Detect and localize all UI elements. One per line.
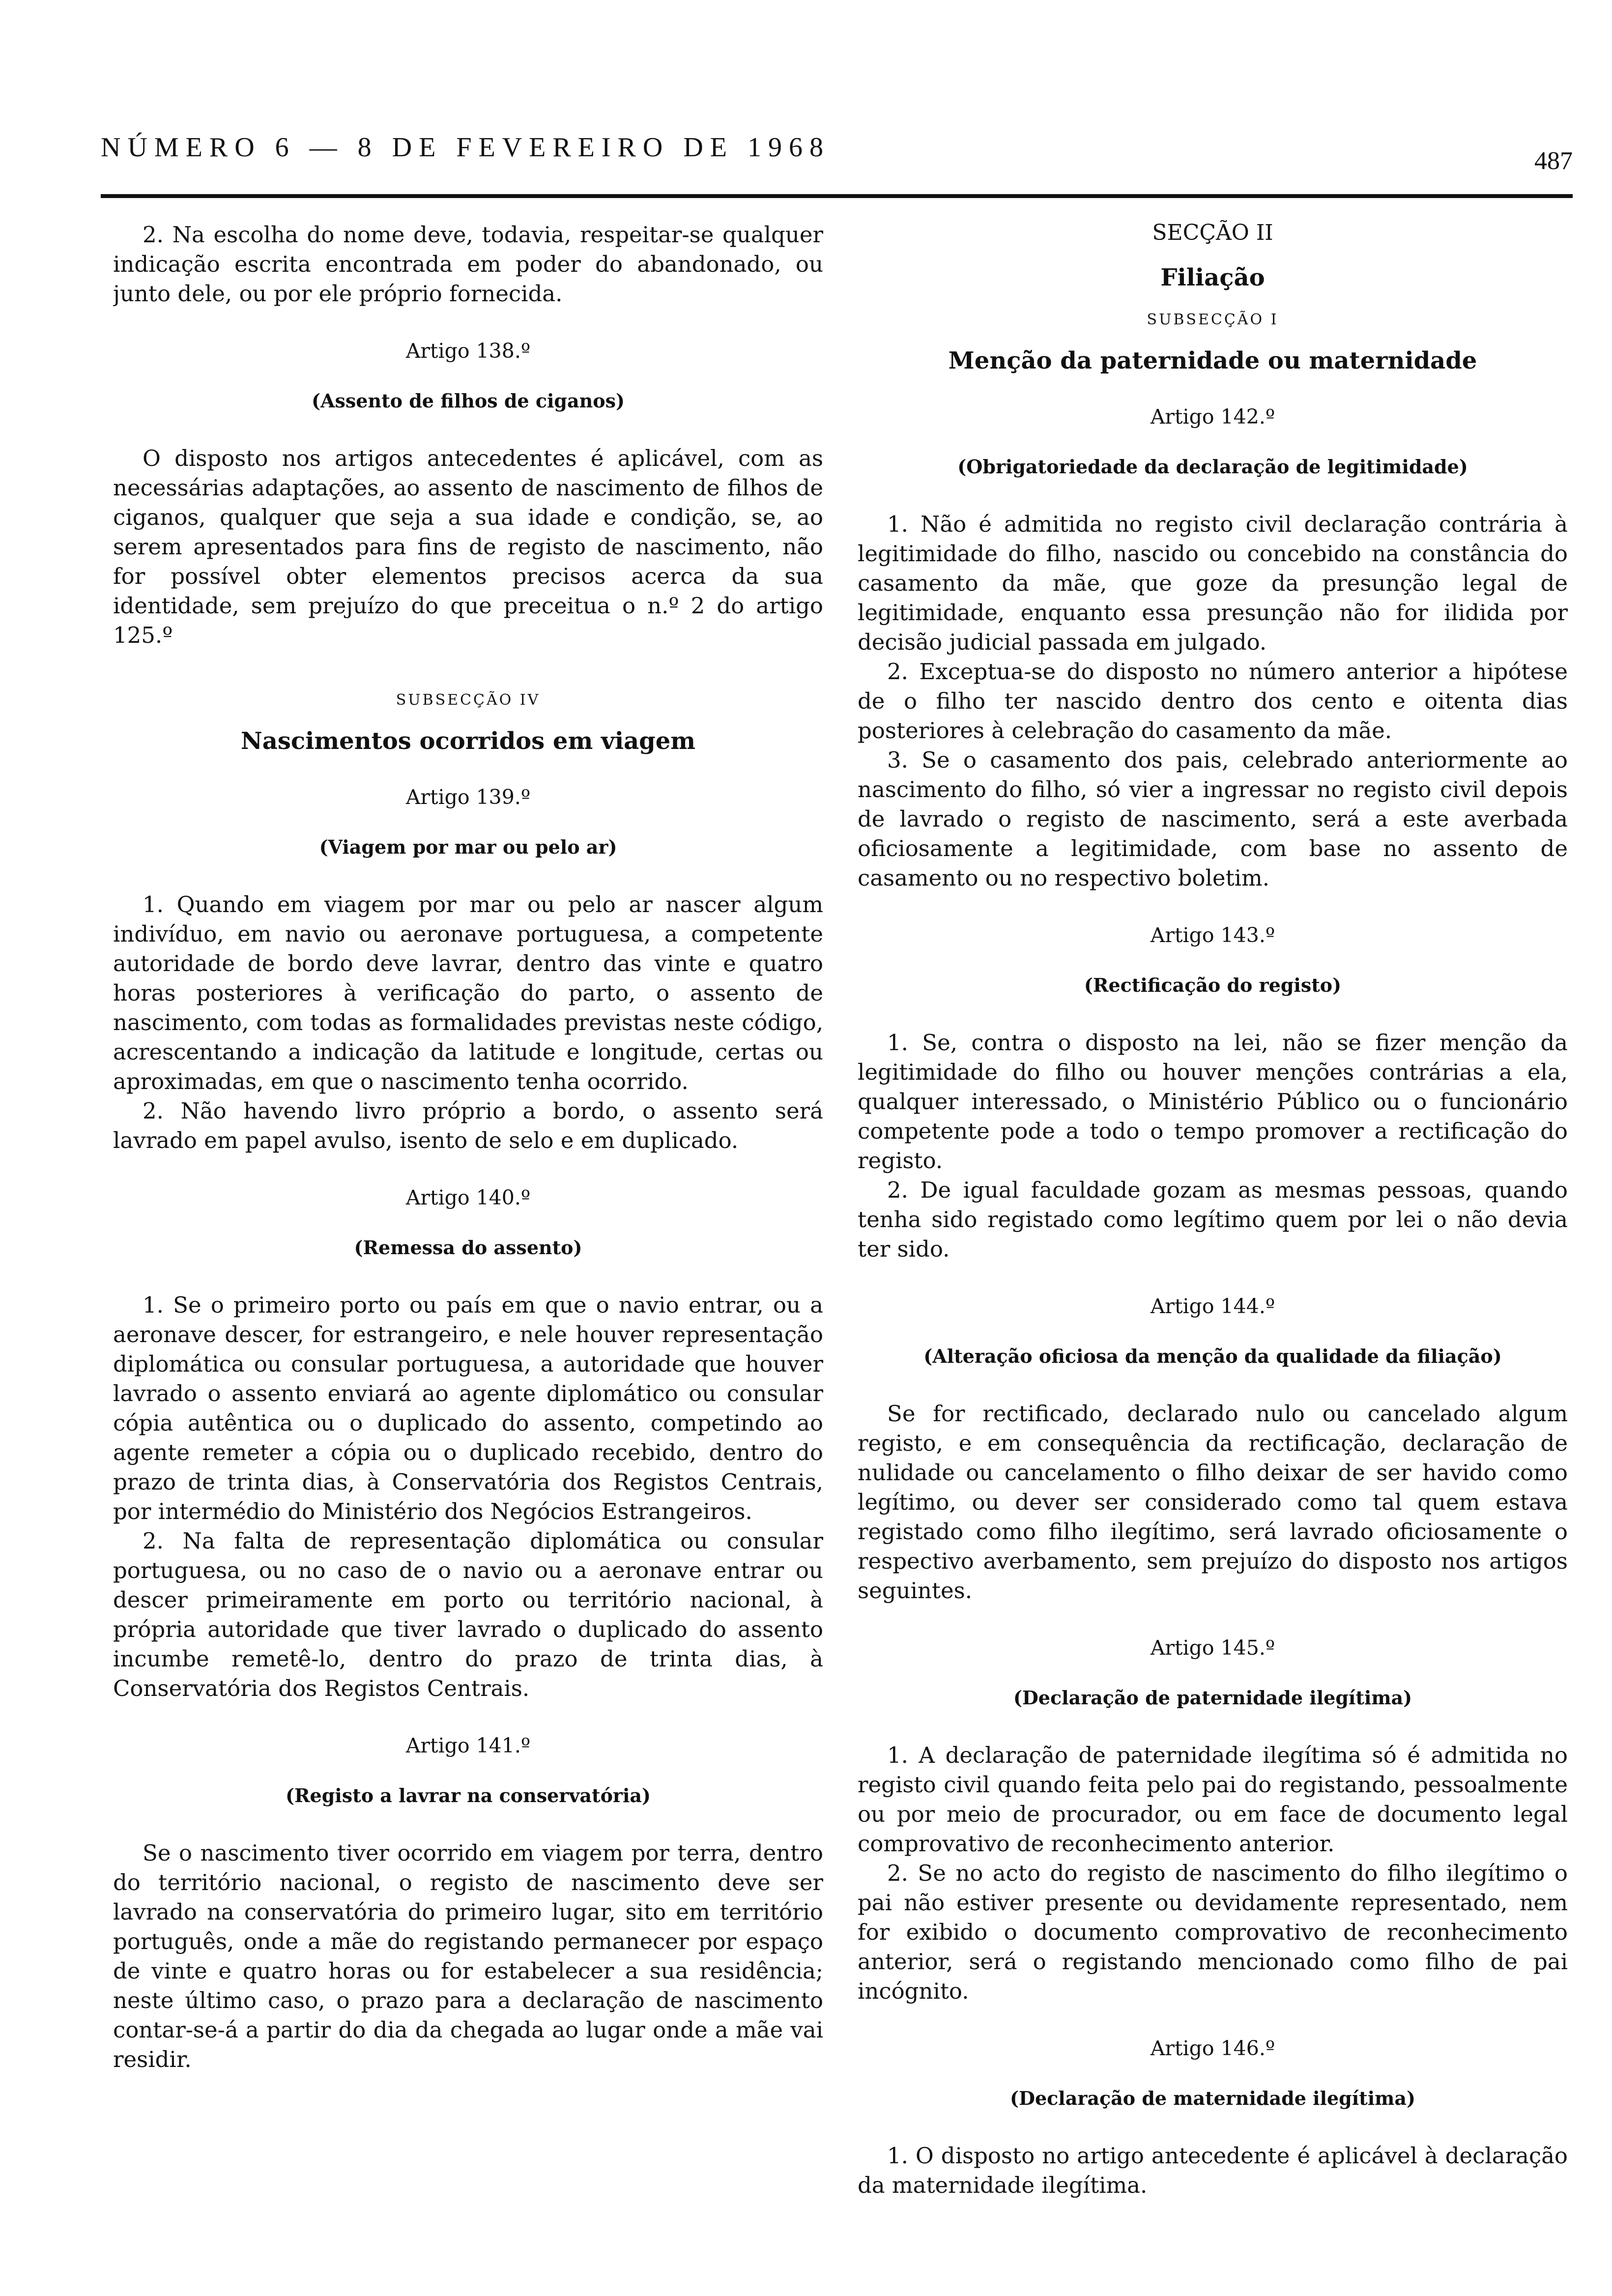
- paragraph-art143-1: 1. Se, contra o disposto na lei, não se fizer menção da legitimidade do filho ou houver menções contrárias a ela, qualquer interessado, o Ministério Público ou o funcionário competente pode a todo o tempo promover a rectificação do registo.: [858, 1030, 1568, 1174]
- paragraph-art140-2: 2. Na falta de representação diplomática ou consular portuguesa, ou no caso de o navio ou a aeronave entrar ou descer primeiramente em porto ou território nacional, à própria autoridade que tiver lavrado o duplicado do assento incumbe remetê-lo, dentro do prazo de trinta dias, à Conservatória dos Registos Centrais.: [113, 1528, 823, 1701]
- article-142-heading: Artigo 142.º: [1150, 405, 1275, 429]
- article-144-rubric: (Alteração oficiosa da menção da qualidade da filiação): [923, 1345, 1502, 1367]
- paragraph-art145-2: 2. Se no acto do registo de nascimento do filho ilegítimo o pai não estiver presente ou devidamente representado, nem for exibido o documento comprovativo de reconhecimento anterior, será o registando mencionado como filho de pai incógnito.: [858, 1860, 1568, 2004]
- article-138-rubric: (Assento de filhos de ciganos): [312, 390, 625, 412]
- paragraph-art137-2: 2. Na escolha do nome deve, todavia, respeitar-se qualquer indicação escrita encontrada em poder do abandonado, ou junto dele, ou por ele próprio fornecida.: [113, 222, 823, 307]
- paragraph-art138: O disposto nos artigos antecedentes é aplicável, com as necessárias adaptações, ao assento de nascimento de filhos de ciganos, qualquer que seja a sua idade e condição, se, ao serem apresentados para fins de registo de nascimento, não for possível obter elementos precisos acerca da sua identidade, sem prejuízo do que preceitua o n.º 2 do artigo 125.º: [113, 445, 823, 648]
- paragraph-art139-1: 1. Quando em viagem por mar ou pelo ar nascer algum indivíduo, em navio ou aeronave portuguesa, a competente autoridade de bordo deve lavrar, dentro das vinte e quatro horas posteriores à verificação do parto, o assento de nascimento, com todas as formalidades previstas neste código, acrescentando a indicação da latitude e longitude, certas ou aproximadas, em que o nascimento tenha ocorrido.: [113, 891, 823, 1094]
- subsection-iv-label: SUBSECÇÃO IV: [396, 691, 541, 709]
- paragraph-art142-2: 2. Exceptua-se do disposto no número anterior a hipótese de o filho ter nascido dentro dos cento e oitenta dias posteriores à celebração do casamento da mãe.: [858, 659, 1568, 744]
- paragraph-art142-1: 1. Não é admitida no registo civil declaração contrária à legitimidade do filho, nascido ou concebido na constância do casamento da mãe, que goze da presunção legal de legitimidade, enquanto essa presunção não for ilidida por decisão judicial passada em julgado.: [858, 511, 1568, 655]
- right-column: [858, 220, 1568, 2265]
- article-141-heading: Artigo 141.º: [405, 1734, 531, 1757]
- article-138-heading: Artigo 138.º: [405, 339, 531, 363]
- paragraph-art141: Se o nascimento tiver ocorrido em viagem por terra, dentro do território nacional, o registo de nascimento deve ser lavrado na conservatória do primeiro lugar, sito em território português, onde a mãe do registando permanecer por espaço de vinte e quatro horas ou for estabelecer a sua residência; neste último caso, o prazo para a declaração de nascimento contar-se-á a partir do dia da chegada ao lugar onde a mãe vai residir.: [113, 1840, 823, 2072]
- article-139-heading: Artigo 139.º: [405, 785, 531, 809]
- article-143-heading: Artigo 143.º: [1150, 923, 1275, 947]
- paragraph-art146-1: 1. O disposto no artigo antecedente é aplicável à declaração da maternidade ilegítima.: [858, 2143, 1568, 2198]
- left-column: [113, 220, 823, 2265]
- article-146-rubric: (Declaração de maternidade ilegítima): [1010, 2087, 1415, 2109]
- article-140-heading: Artigo 140.º: [405, 1186, 531, 1209]
- paragraph-art145-1: 1. A declaração de paternidade ilegítima só é admitida no registo civil quando feita pelo pai do registando, pessoalmente ou por meio de procurador, ou em face de documento legal comprovativo de reconhecimento anterior.: [858, 1742, 1568, 1857]
- page-number: 487: [1534, 147, 1573, 175]
- article-144-heading: Artigo 144.º: [1150, 1294, 1275, 1318]
- article-143-rubric: (Rectificação do registo): [1084, 974, 1342, 996]
- subsection-iv-title: Nascimentos ocorridos em viagem: [240, 727, 696, 755]
- article-145-rubric: (Declaração de paternidade ilegítima): [1013, 1687, 1412, 1709]
- article-139-rubric: (Viagem por mar ou pelo ar): [319, 836, 617, 858]
- paragraph-art139-2: 2. Não havendo livro próprio a bordo, o assento será lavrado em papel avulso, isento de selo e em duplicado.: [113, 1098, 823, 1153]
- subsection-i-title: Menção da paternidade ou maternidade: [948, 347, 1477, 374]
- section-ii-title: Filiação: [1160, 264, 1265, 291]
- gazette-issue-title: NÚMERO 6 — 8 DE FEVEREIRO DE 1968: [101, 132, 830, 163]
- paragraph-art143-2: 2. De igual faculdade gozam as mesmas pessoas, quando tenha sido registado como legítimo quem por lei o não devia ter sido.: [858, 1177, 1568, 1262]
- article-145-heading: Artigo 145.º: [1150, 1636, 1275, 1660]
- header-rule: [101, 194, 1573, 198]
- article-141-rubric: (Registo a lavrar na conservatória): [286, 1784, 651, 1807]
- subsection-i-label: SUBSECÇÃO I: [1147, 311, 1279, 328]
- section-ii-label: SECÇÃO II: [1152, 220, 1273, 245]
- paragraph-art140-1: 1. Se o primeiro porto ou país em que o navio entrar, ou a aeronave descer, for estrangeiro, e nele houver representação diplomática ou consular portuguesa, a autoridade que houver lavrado o assento enviará ao agente diplomático ou consular cópia autêntica ou o duplicado do assento, competindo ao agente remeter a cópia ou o duplicado recebido, dentro do prazo de trinta dias, à Conservatória dos Registos Centrais, por intermédio do Ministério dos Negócios Estrangeiros.: [113, 1292, 823, 1524]
- paragraph-art142-3: 3. Se o casamento dos pais, celebrado anteriormente ao nascimento do filho, só vier a ingressar no registo civil depois de lavrado o registo de nascimento, será a este averbada oficiosamente a legitimidade, com base no assento de casamento ou no respectivo boletim.: [858, 747, 1568, 891]
- article-140-rubric: (Remessa do assento): [354, 1236, 582, 1259]
- page-header: [101, 132, 1573, 175]
- paragraph-art144: Se for rectificado, declarado nulo ou cancelado algum registo, e em consequência da rectificação, declaração de nulidade ou cancelamento o filho deixar de ser havido como legítimo, ou dever ser considerado como tal quem estava registado como filho ilegítimo, será lavrado oficiosamente o respectivo averbamento, sem prejuízo do disposto nos artigos seguintes.: [858, 1401, 1568, 1604]
- article-146-heading: Artigo 146.º: [1150, 2037, 1275, 2060]
- article-142-rubric: (Obrigatoriedade da declaração de legitimidade): [957, 456, 1468, 478]
